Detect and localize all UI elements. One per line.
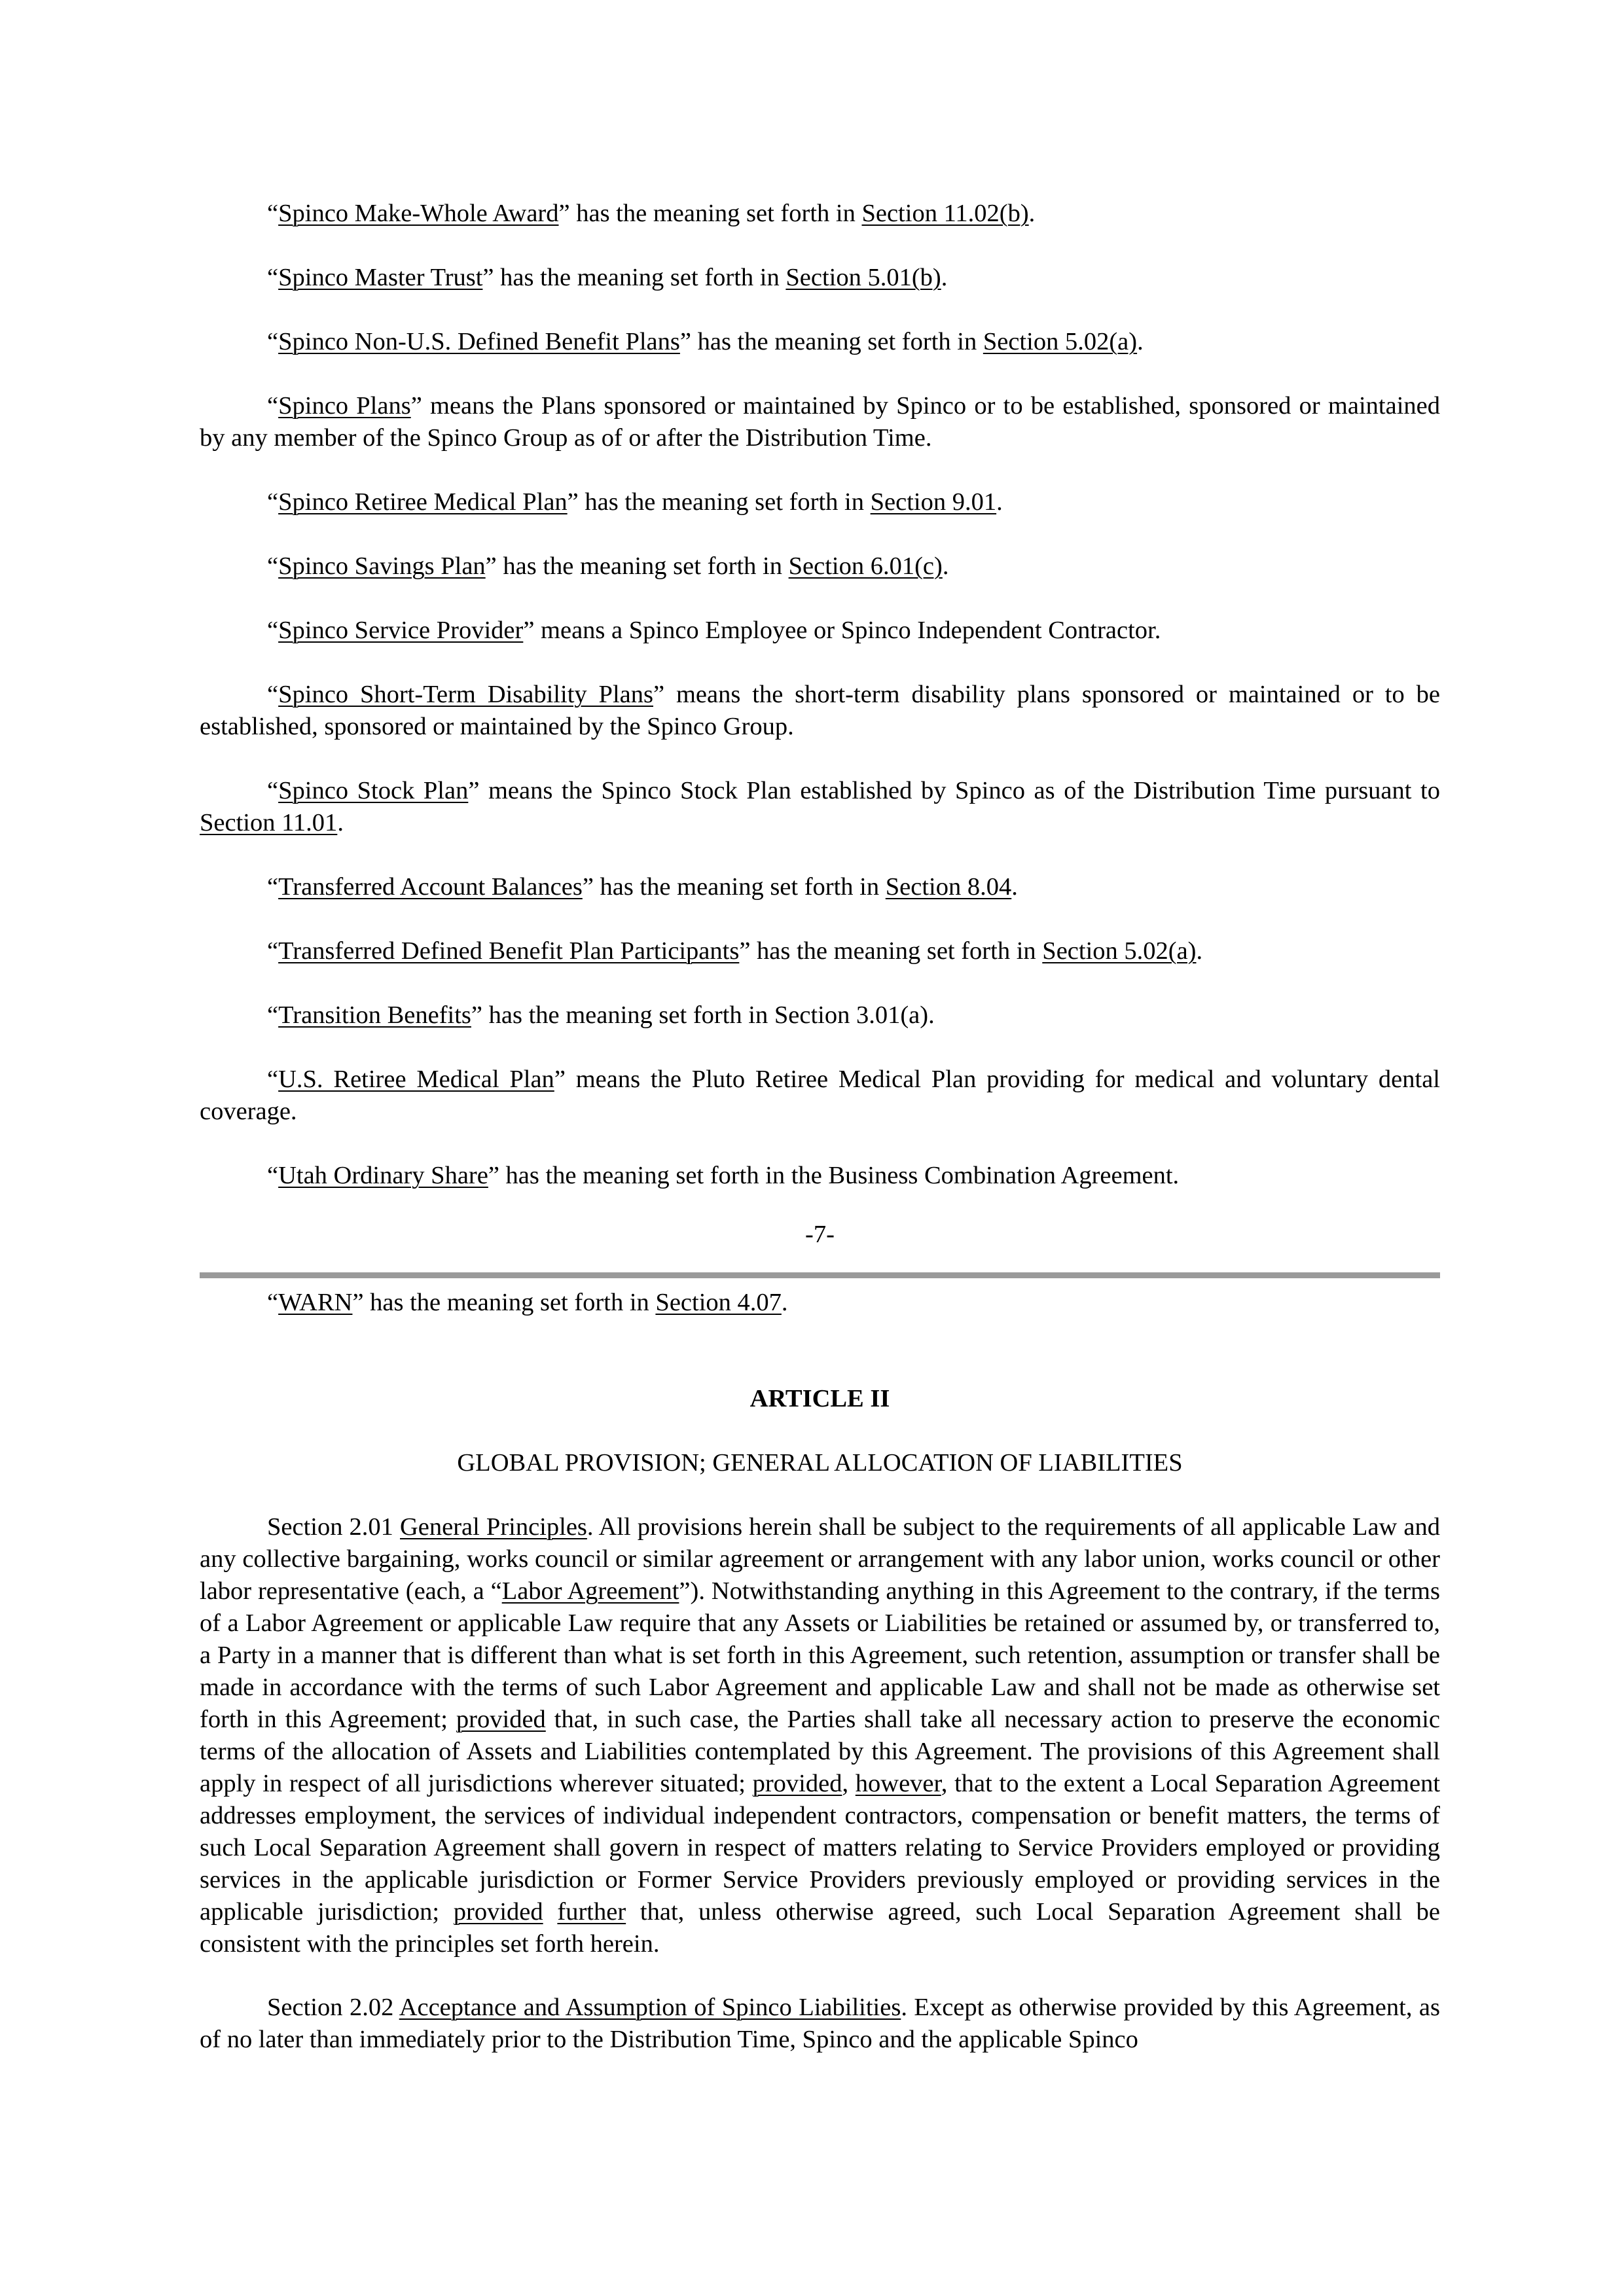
defined-term: Spinco Plans [278,392,411,420]
defined-term: U.S. Retiree Medical Plan [278,1066,554,1093]
section-reference: Section 4.07 [655,1289,782,1316]
defined-term: Spinco Stock Plan [278,777,469,804]
page-break-divider [200,1272,1440,1278]
section-heading: General Principles [400,1513,587,1541]
definition-transferred-account-balances: “Transferred Account Balances” has the meaning set forth in Section 8.04. [267,873,1018,901]
defined-term: Spinco Non-U.S. Defined Benefit Plans [278,328,680,355]
defined-term: Spinco Make-Whole Award [278,200,559,227]
definition-spinco-make-whole-award: “Spinco Make-Whole Award” has the meaning set forth in Section 11.02(b). [267,200,1036,227]
definition-spinco-short-term-disability-plans: “Spinco Short-Term Disability Plans” means the short-term disability plans sponsored or maintained or to be established, sponsored or maintained by the Spinco Group. [200,681,1440,740]
definition-spinco-plans: “Spinco Plans” means the Plans sponsored or maintained by Spinco or to be established, sponsored or maintained by any member of the Spinco Group as of or after the Distribution Time. [200,392,1440,452]
defined-term: Spinco Short-Term Disability Plans [278,681,653,708]
section-reference: Section 5.02(a) [983,328,1138,355]
section-reference: Section 11.02(b) [861,200,1029,227]
section-2-02: Section 2.02 Acceptance and Assumption of Spinco Liabilities. Except as otherwise provided by this Agreement, as of no later than immediately prior to the Distribution Time, Spinco and the applicable Spinco [200,1994,1440,2053]
defined-term: Spinco Savings Plan [278,552,486,580]
definition-warn: “WARN” has the meaning set forth in Section 4.07. [267,1289,788,1316]
section-2-01: Section 2.01 General Principles. All provisions herein shall be subject to the requirements of all applicable Law and any collective bargaining, works council or similar agreement or arrangement with any labor union, works council or other labor representative (each, a “Labor Agreement”). Notwithstanding anything in this Agreement to the contrary, if the terms of a Labor Agreement or applicable Law require that any Assets or Liabilities be retained or assumed by, or transferred to, a Party in a manner that is different than what is set forth in this Agreement, such retention, assumption or transfer shall be made in accordance with the terms of such Labor Agreement and applicable Law and shall not be made as otherwise set forth in this Agreement; provided that, in such case, the Parties shall take all necessary action to preserve the economic terms of the allocation of Assets and Liabilities contemplated by this Agreement. The provisions of this Agreement shall apply in respect of all jurisdictions wherever situated; provided, however, that to the extent a Local Separation Agreement addresses employment, the services of individual independent contractors, compensation or benefit matters, the terms of such Local Separation Agreement shall govern in respect of matters relating to Service Providers employed or providing services in the applicable jurisdiction or Former Service Providers previously employed or providing services in the applicable jurisdiction; provided further that, unless otherwise agreed, such Local Separation Agreement shall be consistent with the principles set forth herein. [200,1513,1441,1958]
section-heading: Acceptance and Assumption of Spinco Liabilities [399,1994,901,2021]
emphasis-term: provided [456,1706,546,1733]
definition-us-retiree-medical-plan: “U.S. Retiree Medical Plan” means the Pluto Retiree Medical Plan providing for medical and voluntary dental coverage. [200,1066,1440,1125]
definition-spinco-savings-plan: “Spinco Savings Plan” has the meaning set forth in Section 6.01(c). [267,552,949,580]
section-reference: Section 8.04 [885,873,1012,901]
defined-term: Spinco Master Trust [278,264,483,291]
definition-spinco-retiree-medical-plan: “Spinco Retiree Medical Plan” has the meaning set forth in Section 9.01. [267,488,1003,516]
definition-utah-ordinary-share: “Utah Ordinary Share” has the meaning set forth in the Business Combination Agreement. [267,1162,1180,1189]
section-reference: Section 5.02(a) [1042,937,1197,965]
definition-transition-benefits: “Transition Benefits” has the meaning set forth in Section 3.01(a). [267,1001,935,1029]
defined-term: Transition Benefits [278,1001,471,1029]
definition-transferred-defined-benefit-plan-participants: “Transferred Defined Benefit Plan Participants” has the meaning set forth in Section 5.02(a). [267,937,1203,965]
section-reference: Section 5.01(b) [785,264,941,291]
article-title: ARTICLE II [749,1385,890,1412]
emphasis-term: however [855,1770,941,1797]
section-reference: Section 9.01 [870,488,997,516]
defined-term: Utah Ordinary Share [278,1162,488,1189]
defined-term: Spinco Service Provider [278,617,524,644]
definition-spinco-non-us-defined-benefit-plans: “Spinco Non-U.S. Defined Benefit Plans” has the meaning set forth in Section 5.02(a). [267,328,1144,355]
emphasis-term: provided [453,1898,543,1926]
definition-spinco-master-trust: “Spinco Master Trust” has the meaning set forth in Section 5.01(b). [267,264,948,291]
defined-term: Spinco Retiree Medical Plan [278,488,568,516]
page-number: -7- [805,1221,835,1248]
defined-term: WARN [278,1289,353,1316]
section-reference: Section 11.01 [200,809,338,836]
emphasis-term: further [557,1898,626,1926]
definition-spinco-stock-plan: “Spinco Stock Plan” means the Spinco Stock Plan established by Spinco as of the Distribution Time pursuant to Section 11.01. [200,777,1440,836]
section-reference: Section 6.01(c) [788,552,943,580]
definition-spinco-service-provider: “Spinco Service Provider” means a Spinco Employee or Spinco Independent Contractor. [267,617,1161,644]
article-subtitle: GLOBAL PROVISION; GENERAL ALLOCATION OF LIABILITIES [457,1449,1183,1477]
defined-term: Labor Agreement [501,1577,679,1605]
defined-term: Transferred Defined Benefit Plan Participants [278,937,740,965]
emphasis-term: provided [752,1770,842,1797]
defined-term: Transferred Account Balances [278,873,583,901]
